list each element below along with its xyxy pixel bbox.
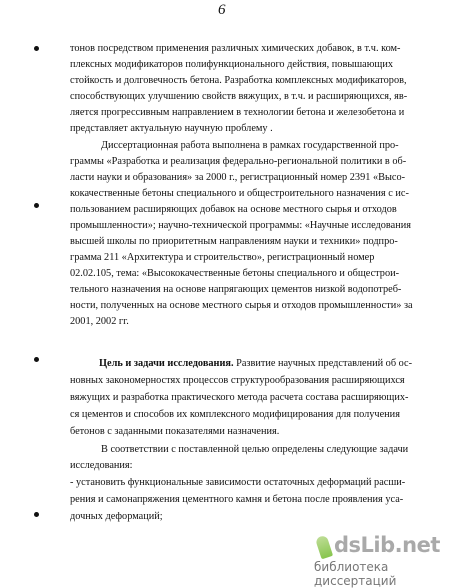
margin-mark — [34, 46, 39, 51]
leaf-icon — [315, 535, 333, 560]
text-line: способствующих улучшению свойств вяжущих, в т.ч. и расширяющихся, яв- — [70, 91, 408, 102]
text-line: дочных деформаций; — [70, 511, 163, 522]
text-line: высшей школы по приоритетным направлениям науки и техники» подпро- — [70, 236, 398, 247]
text-line: кокачественные бетоны специального и общестроительного назначения с ис- — [70, 188, 409, 199]
text-line: 2001, 2002 гг. — [70, 316, 129, 327]
text-line: рения и самонапряжения цементного камня и бетона после проявления уса- — [70, 494, 404, 505]
text-line: Диссертационная работа выполнена в рамках государственной про- — [101, 140, 399, 151]
section-heading: Цель и задачи исследования. — [99, 358, 234, 369]
text-line: ласти науки и образования» за 2000 г., регистрационный номер 2391 «Высо- — [70, 172, 406, 183]
text-line: плексных модификаторов полифункционального действия, повышающих — [70, 59, 394, 70]
text-line: исследования: — [70, 460, 133, 471]
text-line: пользованием расширяющих добавок на основе местного сырья и отходов — [70, 204, 397, 215]
text-line: промышленности»; научно-технической программы: «Научные исследования — [70, 220, 411, 231]
text-line: грамма 211 «Архитектура и строительство», регистрационный номер — [70, 252, 375, 263]
text-line: вяжущих и разработка практического метода расчета состава расширяющих- — [70, 392, 409, 403]
margin-mark — [34, 203, 39, 208]
watermark — [312, 533, 442, 588]
text-line: тельного назначения на основе напрягающих цементов низкой водопотреб- — [70, 284, 402, 295]
text-line: ности, полученных на основе местного сырья и отходов промышленности» за — [70, 300, 413, 311]
text-line: представляет актуальную научную проблему . — [70, 123, 273, 134]
text-line: ляется прогрессивным направлением в технологии бетона и железобетона и — [70, 107, 405, 118]
text-line: - установить функциональные зависимости остаточных деформаций расши- — [70, 477, 406, 488]
text-line — [99, 358, 412, 370]
text-line: 02.02.105, тема: «Высококачественные бетоны специального и общестрои- — [70, 268, 400, 279]
text-line: бетонов с заданными показателями назначения. — [70, 426, 280, 437]
text-line: граммы «Разработка и реализация федерально-региональной политики в об- — [70, 156, 407, 167]
text-line: стойкость и долговечность бетона. Разработка комплексных модификаторов, — [70, 75, 407, 86]
page-number: 6 — [218, 2, 226, 18]
margin-mark — [34, 512, 39, 517]
watermark-logo: dsLib.net — [334, 533, 440, 557]
text-line: тонов посредством применения различных химических добавок, в т.ч. ком- — [70, 43, 401, 54]
text-line: новных закономерностях процессов структурообразования расширяющихся — [70, 375, 405, 386]
text-fragment: Развитие научных представлений об ос- — [233, 358, 413, 369]
watermark-subtitle: библиотека диссертаций — [314, 560, 397, 588]
margin-mark — [34, 357, 39, 362]
text-line: В соответствии с поставленной целью определены следующие задачи — [101, 444, 409, 455]
text-line: ся цементов и способов их комплексного модифицирования для получения — [70, 409, 400, 420]
